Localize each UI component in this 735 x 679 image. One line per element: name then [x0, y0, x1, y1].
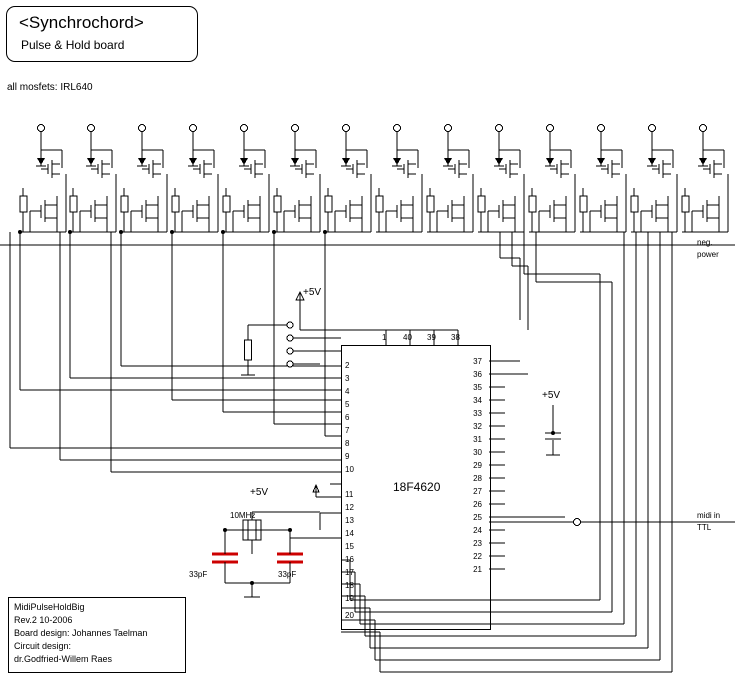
cap-right-label: 33pF — [278, 570, 297, 579]
chip-top-pin-39: 39 — [427, 333, 436, 342]
chip-right-pin-23: 23 — [473, 539, 482, 548]
info-line-1: MidiPulseHoldBig — [14, 602, 85, 612]
title-main: <Synchrochord> — [19, 13, 144, 32]
chip-right-pin-34: 34 — [473, 396, 482, 405]
chip-top-pin-1: 1 — [382, 333, 387, 342]
chip-right-pin-33: 33 — [473, 409, 482, 418]
chip-left-pin-9: 9 — [345, 452, 350, 461]
chip-left-pin-12: 12 — [345, 503, 354, 512]
chip-right-pin-25: 25 — [473, 513, 482, 522]
title-sub: Pulse & Hold board — [21, 38, 125, 52]
chip-left-pin-11: 11 — [345, 490, 354, 499]
chip-right-pin-30: 30 — [473, 448, 482, 457]
crystal-label: 10MHz — [230, 511, 256, 520]
chip-right-pin-35: 35 — [473, 383, 482, 392]
cap-left-label: 33pF — [189, 570, 208, 579]
mosfet-note: all mosfets: IRL640 — [7, 82, 93, 93]
chip-left-pin-18: 18 — [345, 581, 354, 590]
chip-right-pin-24: 24 — [473, 526, 482, 535]
midi-in-label-2: TTL — [697, 523, 712, 532]
neg-power-label-2: power — [697, 250, 719, 259]
chip-left-pin-5: 5 — [345, 400, 350, 409]
chip-right-pin-32: 32 — [473, 422, 482, 431]
chip-left-pin-6: 6 — [345, 413, 350, 422]
chip-right-pin-22: 22 — [473, 552, 482, 561]
neg-power-label-1: neg. — [697, 238, 713, 247]
chip-top-pin-38: 38 — [451, 333, 460, 342]
chip-top-pin-40: 40 — [403, 333, 412, 342]
chip-left-pin-8: 8 — [345, 439, 350, 448]
info-line-2: Rev.2 10-2006 — [14, 615, 73, 625]
chip-right-pin-36: 36 — [473, 370, 482, 379]
chip-left-pin-4: 4 — [345, 387, 350, 396]
chip-right-pin-29: 29 — [473, 461, 482, 470]
chip-left-pin-3: 3 — [345, 374, 350, 383]
chip-right-pin-26: 26 — [473, 500, 482, 509]
vcc-top-label: +5V — [303, 287, 322, 298]
vcc-pin11-label: +5V — [250, 487, 269, 498]
chip-right-pin-28: 28 — [473, 474, 482, 483]
chip-left-pin-20: 20 — [345, 611, 354, 620]
chip-left-pin-14: 14 — [345, 529, 354, 538]
chip-left-pin-15: 15 — [345, 542, 354, 551]
info-line-3: Board design: Johannes Taelman — [14, 628, 148, 638]
chip-right-pin-21: 21 — [473, 565, 482, 574]
info-line-5: dr.Godfried-Willem Raes — [14, 654, 113, 664]
chip-left-pin-7: 7 — [345, 426, 350, 435]
chip-right-pin-27: 27 — [473, 487, 482, 496]
chip-left-pin-19: 19 — [345, 594, 354, 603]
chip-left-pin-17: 17 — [345, 568, 354, 577]
vcc-right-label: +5V — [542, 390, 561, 401]
chip-left-pin-2: 2 — [345, 361, 350, 370]
chip-right-pin-31: 31 — [473, 435, 482, 444]
midi-in-label-1: midi in — [697, 511, 721, 520]
chip-left-pin-13: 13 — [345, 516, 354, 525]
chip-right-pin-37: 37 — [473, 357, 482, 366]
chip-left-pin-10: 10 — [345, 465, 354, 474]
microcontroller-label: 18F4620 — [393, 480, 441, 494]
chip-left-pin-16: 16 — [345, 555, 354, 564]
info-line-4: Circuit design: — [14, 641, 72, 651]
